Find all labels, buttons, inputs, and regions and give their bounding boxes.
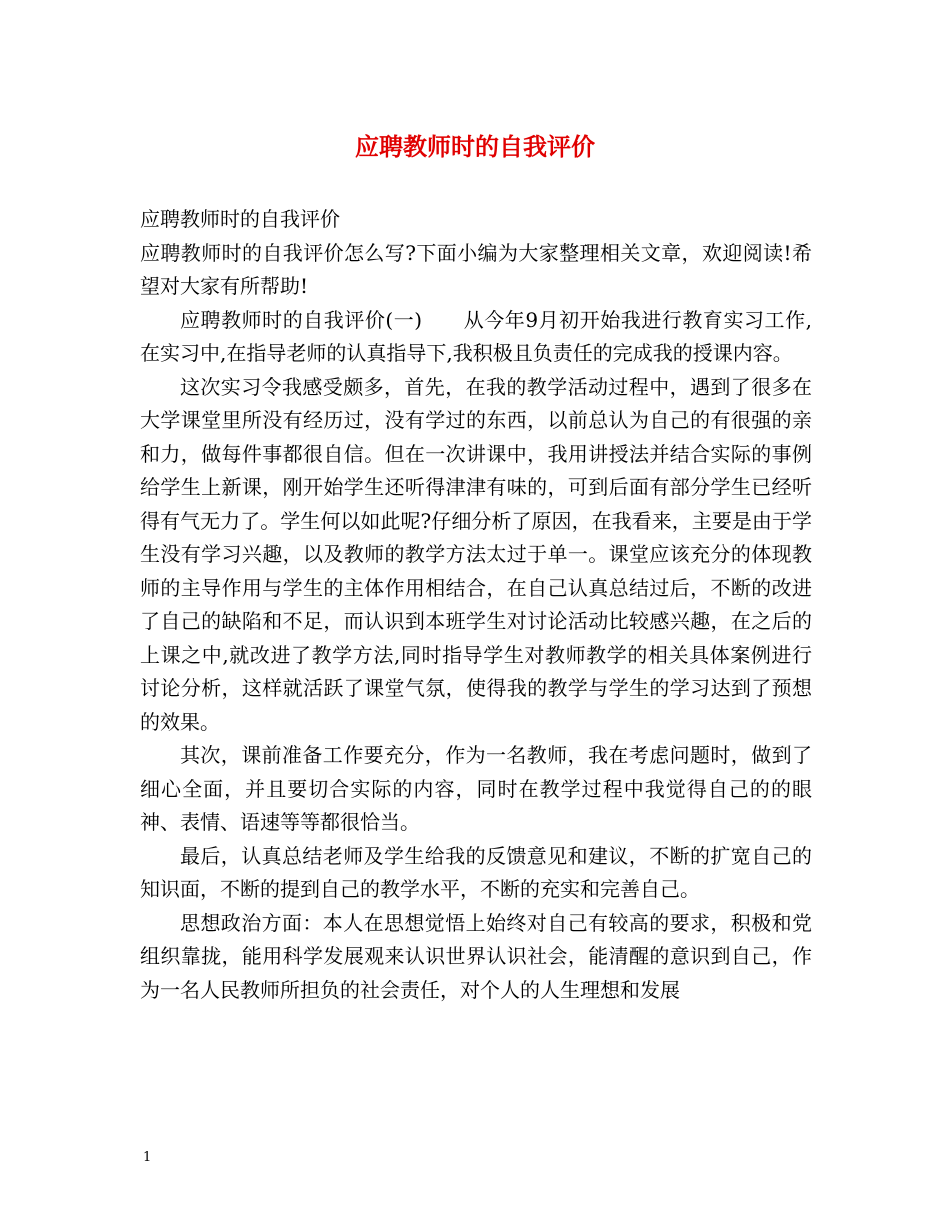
body-heading: 应聘教师时的自我评价 <box>140 207 340 231</box>
body-paragraph-intro: 应聘教师时的自我评价怎么写?下面小编为大家整理相关文章，欢迎阅读!希望对大家有所帮助! <box>140 240 812 298</box>
body-paragraph-3: 其次，课前准备工作要充分，作为一名教师，我在考虑问题时，做到了细心全面，并且要切合实际的内容，同时在教学过程中我觉得自己的的眼神、表情、语速等等都很恰当。 <box>140 743 812 834</box>
document-title: 应聘教师时的自我评价 <box>355 132 595 161</box>
document-body <box>140 203 812 1007</box>
body-paragraph-1: 应聘教师时的自我评价(一) 从今年9月初开始我进行教育实习工作,在实习中,在指导老师的认真指导下,我积极且负责任的完成我的授课内容。 <box>140 307 812 365</box>
body-paragraph-2: 这次实习令我感受颇多，首先，在我的教学活动过程中，遇到了很多在大学课堂里所没有经历过，没有学过的东西，以前总认为自己的有很强的亲和力，做每件事都很自信。但在一次讲课中，我用讲授法并结合实际的事例给学生上新课，刚开始学生还听得津津有味的，可到后面有部分学生已经听得有气无力了。学生何以如此呢?仔细分析了原因，在我看来，主要是由于学生没有学习兴趣，以及教师的教学方法太过于单一。课堂应该充分的体现教师的主导作用与学生的主体作用相结合，在自己认真总结过后，不断的改进了自己的缺陷和不足，而认识到本班学生对讨论活动比较感兴趣，在之后的上课之中,就改进了教学方法,同时指导学生对教师教学的相关具体案例进行讨论分析，这样就活跃了课堂气氛，使得我的教学与学生的学习达到了预想的效果。 <box>140 374 812 734</box>
page-number: 1 <box>143 1150 152 1165</box>
body-paragraph-4: 最后，认真总结老师及学生给我的反馈意见和建议，不断的扩宽自己的知识面，不断的提到自己的教学水平，不断的充实和完善自己。 <box>140 843 812 901</box>
body-paragraph-5: 思想政治方面：本人在思想觉悟上始终对自己有较高的要求，积极和党组织靠拢，能用科学发展观来认识世界认识社会，能清醒的意识到自己，作为一名人民教师所担负的社会责任，对个人的人生理想和发展 <box>140 910 812 1002</box>
